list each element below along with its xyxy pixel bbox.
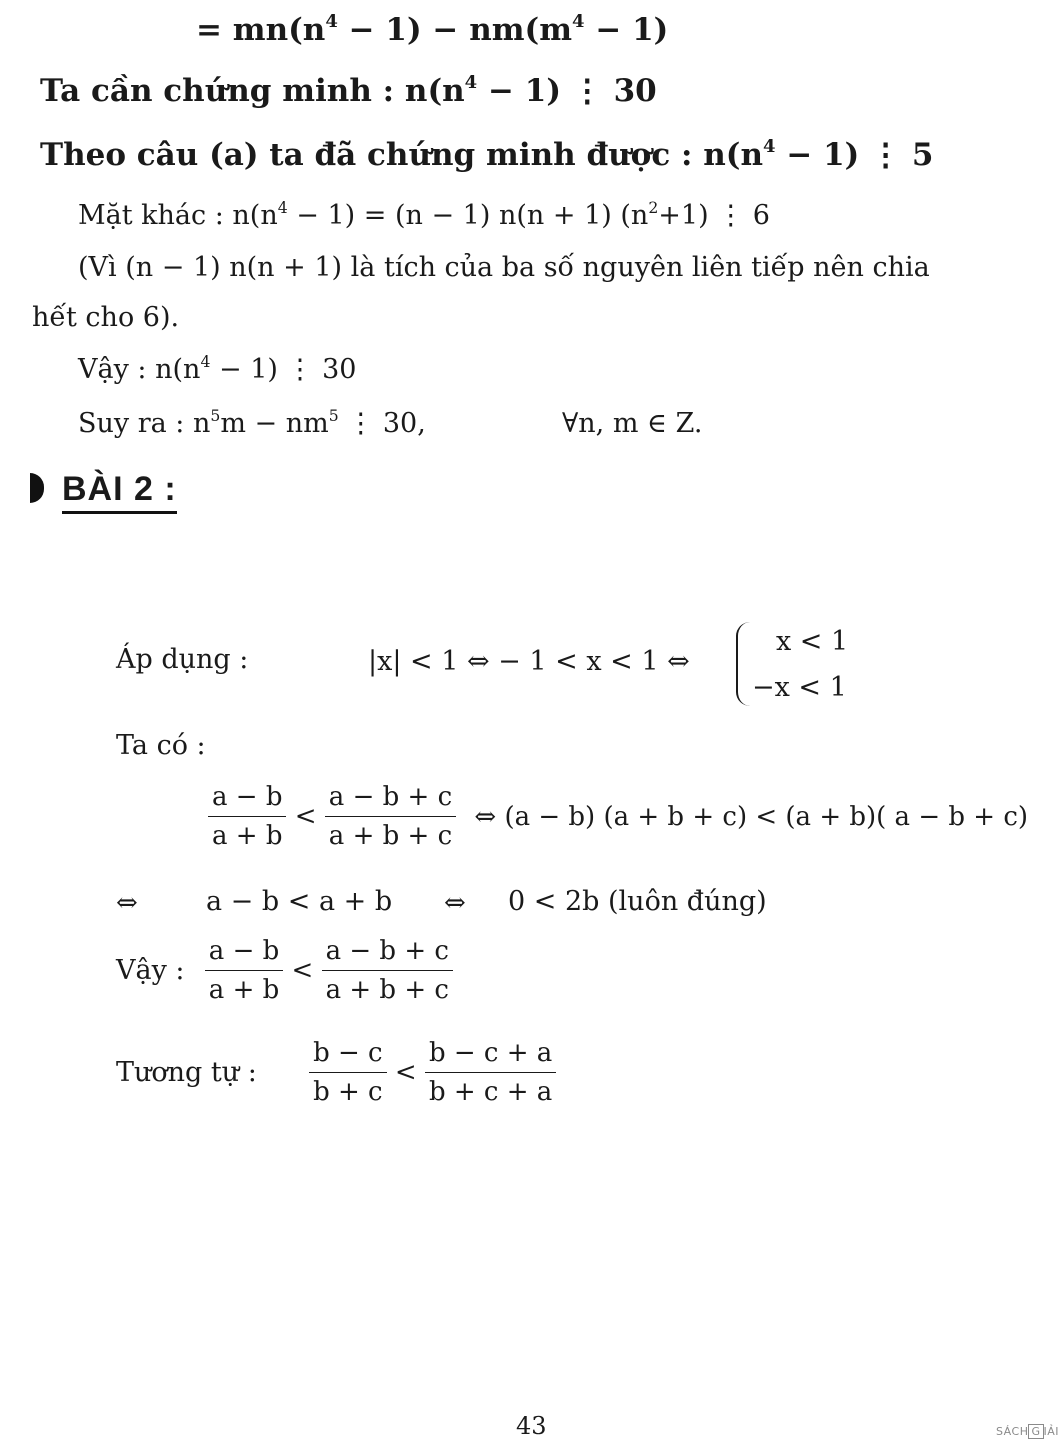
fraction: $\frac{a - b}{a + b}$ — [205, 938, 283, 1003]
system-line-2: −x < 1 — [752, 672, 847, 703]
apply-label: Áp dụng : — [116, 644, 249, 675]
inequality-line-1: $\frac{a - b}{a + b}$ < $\frac{a - b + c}{a + b + c}$ ⇔ (a − b) (a + b + c) < (a + b)( a − b + c) — [208, 784, 1028, 849]
fraction: $\frac{b - c + a}{b + c + a}$ — [425, 1040, 556, 1105]
equiv-symbol: ⇔ — [116, 888, 138, 918]
statement-line-6: hết cho 6). — [32, 302, 180, 333]
fraction: $\frac{a - b + c}{a + b + c}$ — [325, 784, 456, 849]
equiv-symbol-2: ⇔ — [444, 888, 466, 918]
equiv-part-a: a − b < a + b — [206, 886, 393, 917]
statement-line-4: Mặt khác : $n(n^4 - 1) = (n - 1) n(n + 1)$ $(n^2+1)$ ⋮ 6 — [78, 198, 770, 231]
equation-line-1: = $mn(n^4 - 1) - nm(m^4 - 1)$ — [196, 11, 669, 48]
similarly-line: Tương tự : $\frac{b - c}{b + c}$ < $\frac{b - c + a}{b + c + a}$ — [116, 1040, 556, 1105]
heading-bullet-icon — [30, 473, 44, 503]
fraction: $\frac{a - b + c}{a + b + c}$ — [322, 938, 453, 1003]
statement-line-8: Suy ra : $n^5m - nm^5$ ⋮ 30, — [78, 406, 426, 439]
section-heading: BÀI 2 : — [30, 470, 177, 509]
taco-label: Ta có : — [116, 730, 206, 761]
forall-clause: ∀n, m ∈ Z. — [562, 408, 703, 439]
system-brace-icon — [736, 622, 752, 706]
fraction: $\frac{a - b}{a + b}$ — [208, 784, 286, 849]
conclusion-line: Vậy : $\frac{a - b}{a + b}$ < $\frac{a - b + c}{a + b + c}$ — [116, 938, 453, 1003]
statement-line-2: Ta cần chứng minh : $n(n^4 - 1)$ ⋮ 30 — [40, 72, 657, 109]
system-line-1: x < 1 — [776, 626, 849, 657]
apply-expression: |x| < 1 ⇔ − 1 < x < 1 ⇔ — [368, 646, 690, 677]
page-number: 43 — [516, 1412, 547, 1440]
statement-line-7: Vậy : $n(n^4 - 1)$ ⋮ 30 — [78, 352, 357, 385]
statement-line-3: Theo câu (a) ta đã chứng minh được : $n(n^4 - 1)$ ⋮ 5 — [40, 136, 934, 173]
fraction: $\frac{b - c}{b + c}$ — [309, 1040, 387, 1105]
statement-line-5: (Vì (n − 1) n(n + 1) là tích của ba số nguyên liên tiếp nên chia — [78, 252, 930, 283]
equiv-part-b: 0 < 2b (luôn đúng) — [508, 886, 767, 917]
watermark-logo: SÁCH G IẢI — [996, 1425, 1060, 1438]
